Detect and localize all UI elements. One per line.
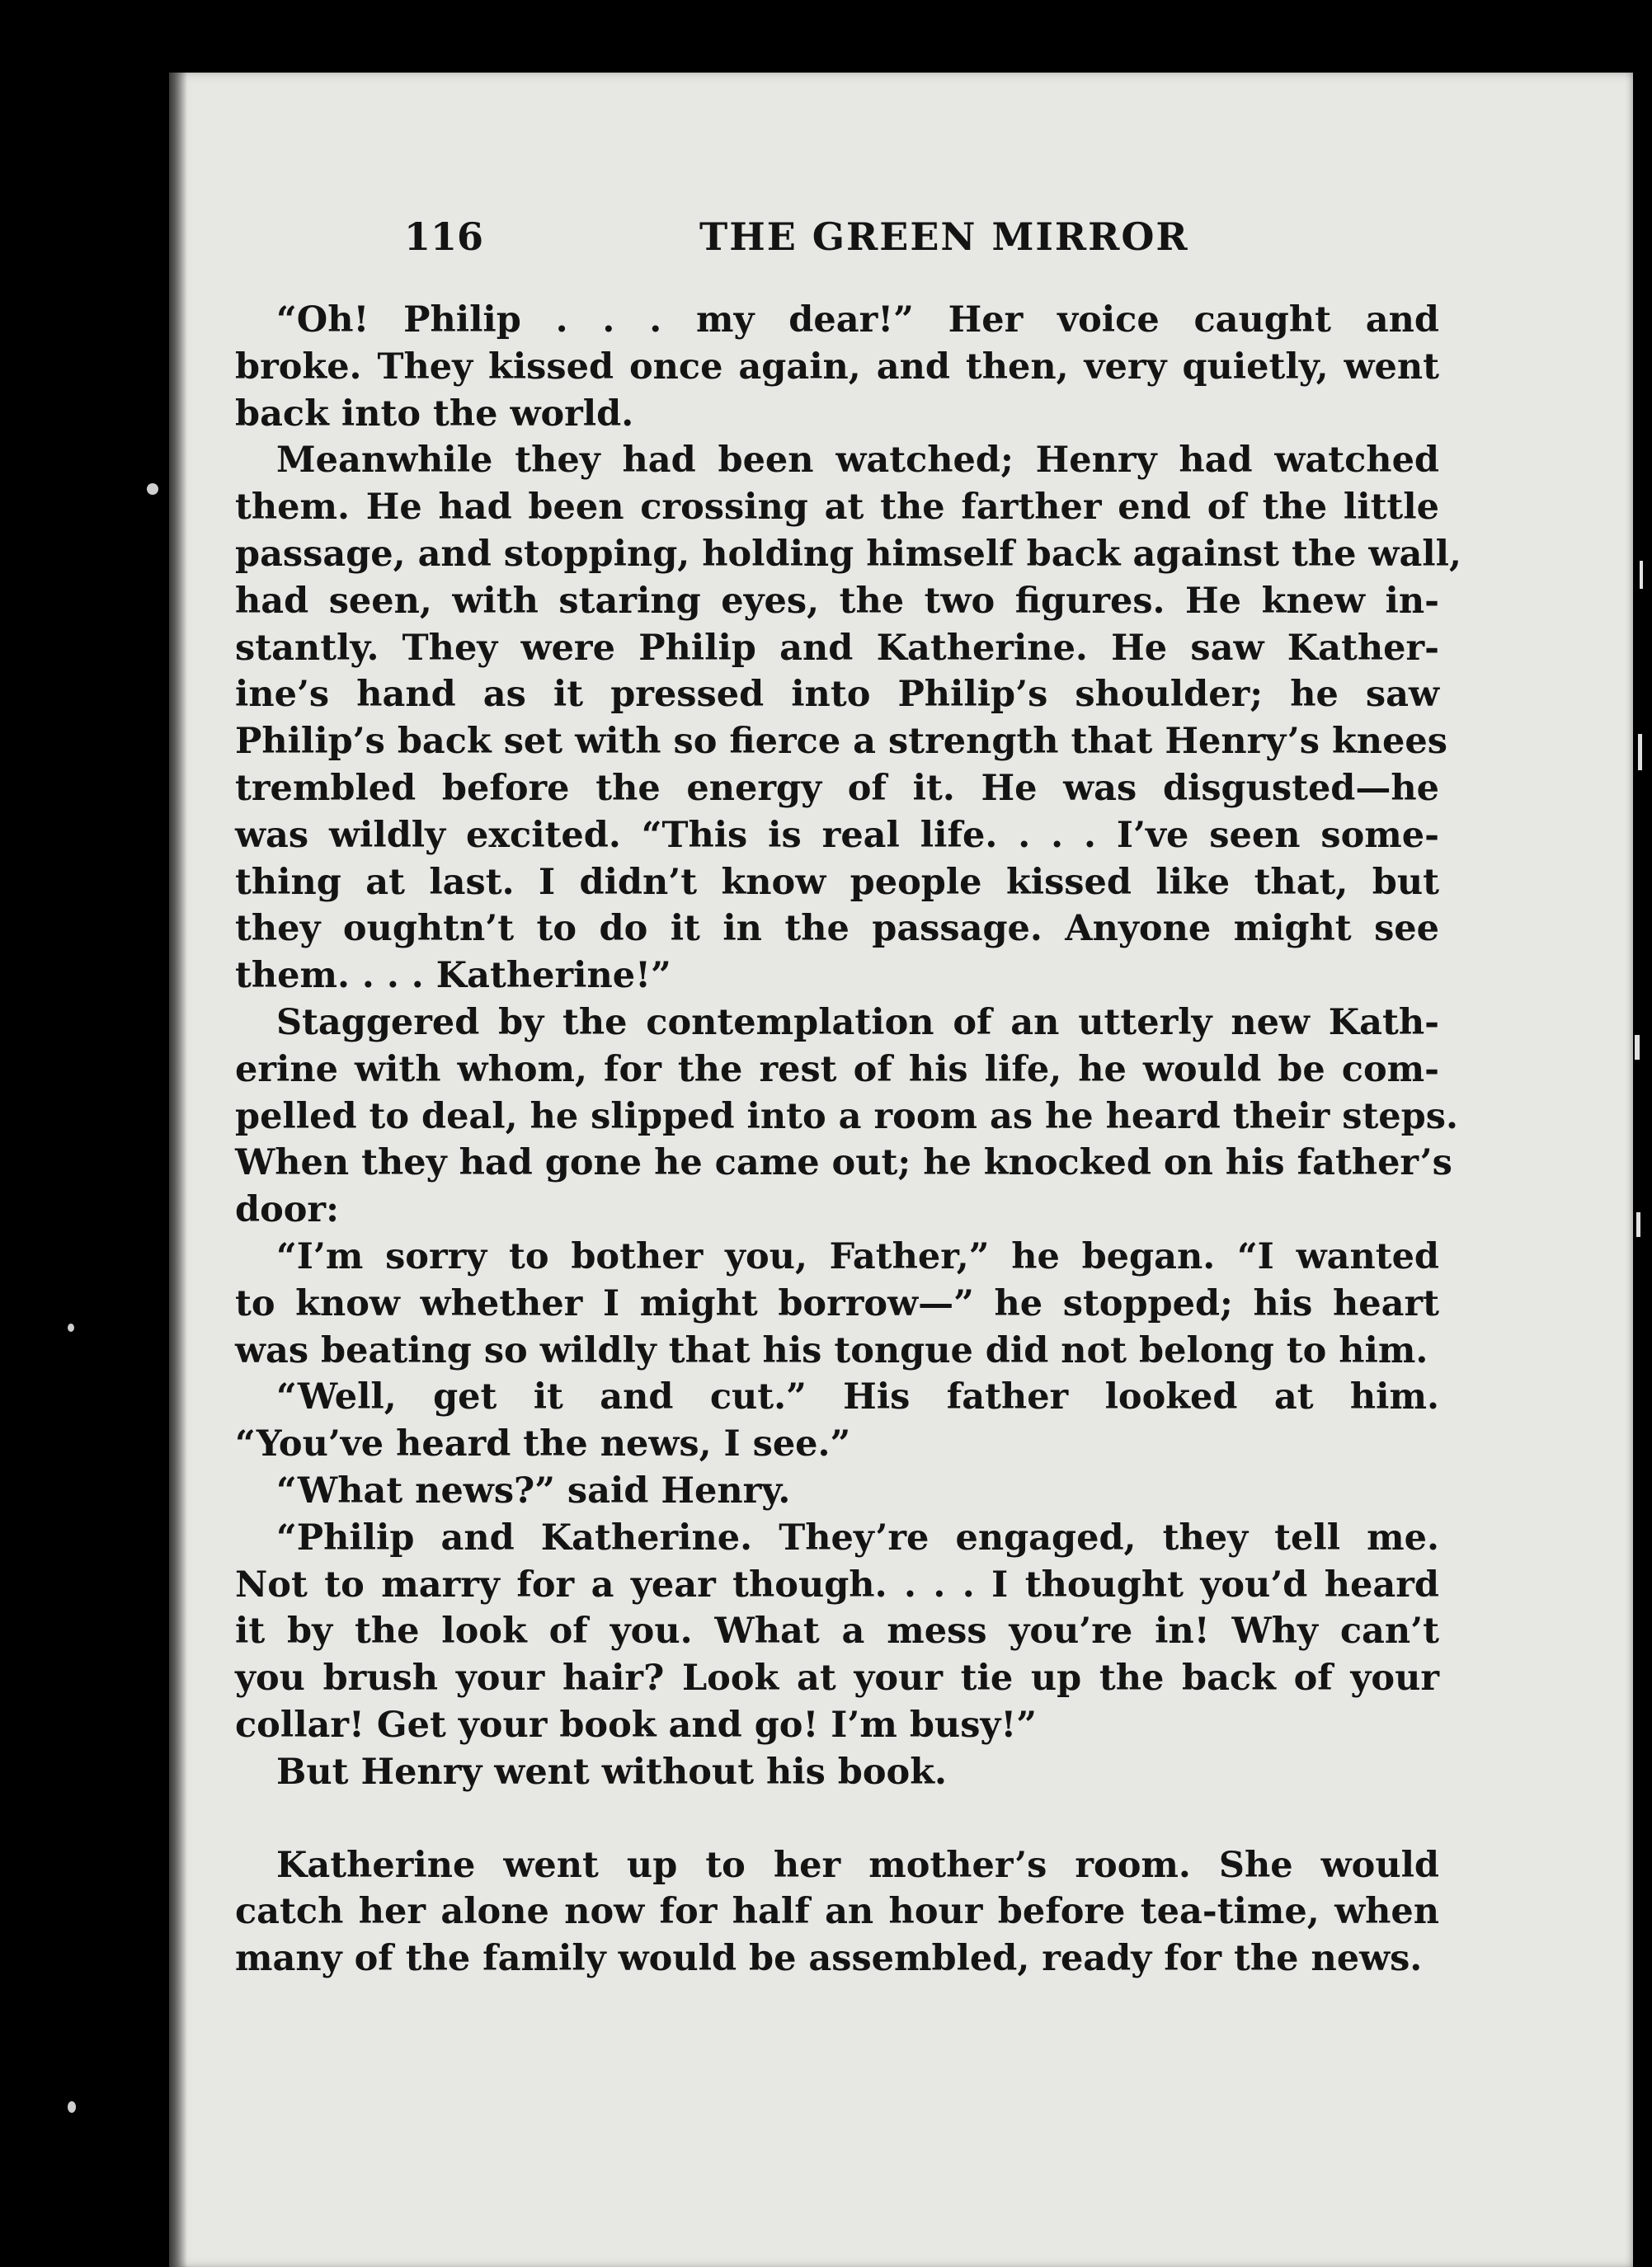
text-line: trembled before the energy of it. He was disgusted—he <box>235 767 1439 809</box>
scan-edge-mark <box>1635 1035 1640 1060</box>
scan-edge-mark <box>1640 561 1643 589</box>
text-line: had seen, with staring eyes, the two figures. He knew in- <box>235 580 1439 622</box>
text-line: pelled to deal, he slipped into a room as he heard their steps. <box>235 1095 1458 1137</box>
text-line: was beating so wildly that his tongue did not belong to him. <box>235 1329 1428 1371</box>
binding-shadow <box>169 73 187 2267</box>
text-line: was wildly excited. “This is real life. . . . I’ve seen some- <box>235 814 1439 856</box>
scan-speck <box>68 2101 76 2113</box>
text-line: stantly. They were Philip and Katherine. He saw Kather- <box>235 627 1439 669</box>
text-line: Meanwhile they had been watched; Henry had watched <box>276 440 1439 482</box>
text-line: Not to marry for a year though. . . . I thought you’d heard <box>235 1564 1439 1606</box>
text-line: “What news?” said Henry. <box>276 1470 791 1512</box>
paragraph <box>235 1515 1472 1749</box>
running-title: THE GREEN MIRROR <box>699 214 1189 259</box>
text-line: erine with whom, for the rest of his life, he would be com- <box>235 1048 1439 1090</box>
paragraph <box>235 1468 1472 1515</box>
text-line: many of the family would be assembled, ready for the news. <box>235 1938 1423 1980</box>
section-break <box>235 1796 1472 1842</box>
text-line: it by the look of you. What a mess you’re in! Why can’t <box>235 1611 1439 1653</box>
text-line: they oughtn’t to do it in the passage. Anyone might see <box>235 908 1439 950</box>
text-line: catch her alone now for half an hour before tea-time, when <box>235 1891 1439 1933</box>
text-line: When they had gone he came out; he knocked on his father’s <box>235 1142 1452 1184</box>
page-number: 116 <box>404 214 484 259</box>
paragraph <box>235 297 1472 437</box>
text-line: them. . . . Katherine!” <box>235 955 671 997</box>
paragraph <box>235 1749 1472 1796</box>
text-line: “Philip and Katherine. They’re engaged, they tell me. <box>276 1517 1439 1559</box>
text-line: “You’ve heard the news, I see.” <box>235 1423 851 1465</box>
text-line: “I’m sorry to bother you, Father,” he began. “I wanted <box>276 1235 1439 1277</box>
text-line: “Oh! Philip . . . my dear!” Her voice caught and <box>276 299 1439 341</box>
text-line: Staggered by the contemplation of an utterly new Kath- <box>276 1001 1439 1043</box>
text-line: door: <box>235 1189 339 1231</box>
text-line: them. He had been crossing at the farther end of the little <box>235 487 1439 529</box>
paragraph <box>235 437 1472 999</box>
text-line: passage, and stopping, holding himself back against the wall, <box>235 533 1461 575</box>
paragraph <box>235 1842 1472 1982</box>
text-line: Katherine went up to her mother’s room. She would <box>276 1844 1439 1886</box>
scan-edge-mark <box>1636 1212 1640 1237</box>
text-line: “Well, get it and cut.” His father looked at him. <box>276 1376 1439 1418</box>
text-line: broke. They kissed once again, and then, very quietly, went <box>235 346 1439 388</box>
scan-speck <box>68 1324 74 1332</box>
text-line: ine’s hand as it pressed into Philip’s shoulder; he saw <box>235 674 1439 716</box>
text-line: back into the world. <box>235 393 634 435</box>
text-line: Philip’s back set with so fierce a strength that Henry’s knees <box>235 721 1447 763</box>
scan-speck <box>147 483 158 495</box>
paragraph <box>235 999 1472 1234</box>
text-line: But Henry went without his book. <box>276 1751 947 1793</box>
text-line: thing at last. I didn’t know people kissed like that, but <box>235 861 1439 903</box>
text-line: collar! Get your book and go! I’m busy!” <box>235 1704 1037 1746</box>
paragraph <box>235 1374 1472 1468</box>
paragraph <box>235 1234 1472 1374</box>
text-line: you brush your hair? Look at your tie up the back of your <box>235 1658 1439 1700</box>
page-header <box>404 214 1468 272</box>
body-text <box>235 297 1472 1982</box>
scan-edge-mark <box>1638 734 1642 770</box>
text-line: to know whether I might borrow—” he stopped; his heart <box>235 1282 1439 1324</box>
